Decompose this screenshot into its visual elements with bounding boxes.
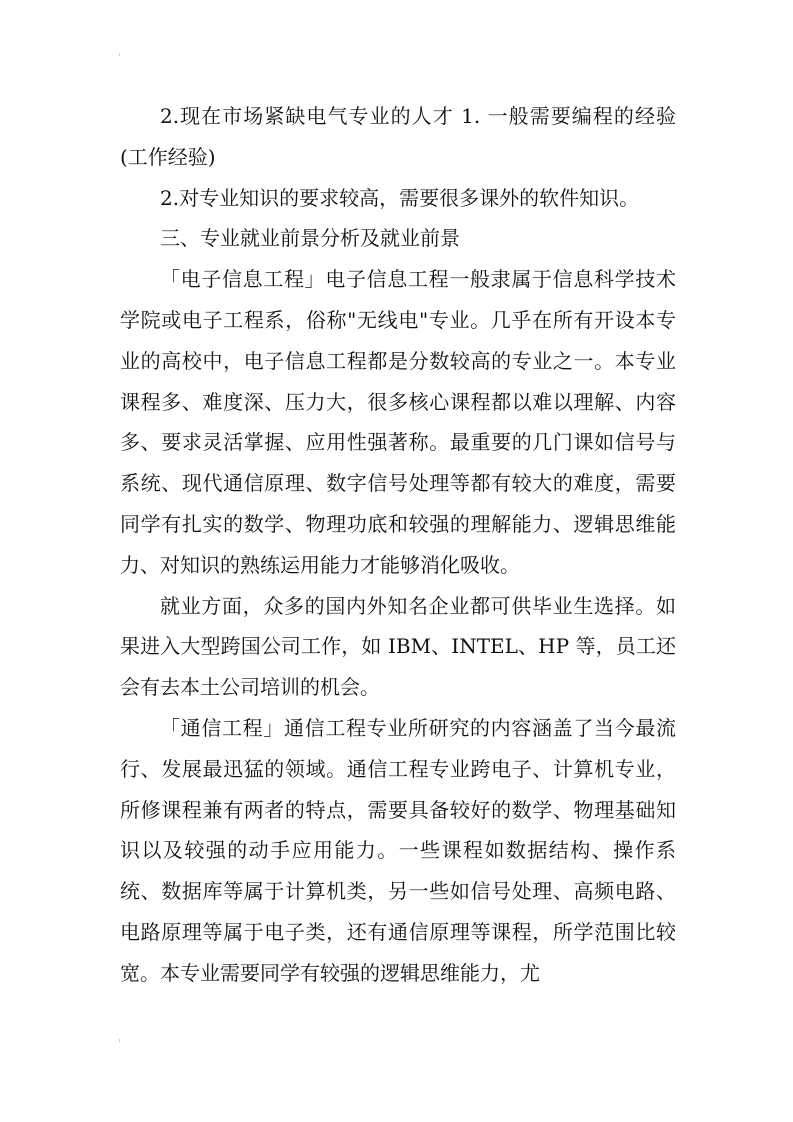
document-body — [120, 96, 676, 994]
paragraph-employment: 就业方面，众多的国内外知名企业都可供毕业生选择。如果进入大型跨国公司工作，如 IBM、INTEL、HP 等，员工还会有去本土公司培训的机会。 — [120, 593, 676, 700]
paragraph-1: 2.现在市场紧缺电气专业的人才 1. 一般需要编程的经验(工作经验) — [120, 104, 676, 169]
paragraph-electronic-info-engineering: 「电子信息工程」电子信息工程一般隶属于信息科学技术学院或电子工程系，俗称"无线电"专业。几乎在所有开设本专业的高校中，电子信息工程都是分数较高的专业之一。本专业课程多、难度深、压力大，很多核心课程都以难以理解、内容多、要求灵活掌握、应用性强著称。最重要的几门课如信号与系统、现代通信原理、数字信号处理等都有较大的难度，需要同学有扎实的数学、物理功底和较强的理解能力、逻辑思维能力、对知识的熟练运用能力才能够消化吸收。 — [120, 267, 676, 577]
page-corner-mark-top: ' — [118, 51, 122, 64]
paragraph-2: 2.对专业知识的要求较高，需要很多课外的软件知识。 — [160, 185, 640, 210]
page-corner-mark-bottom: ' — [118, 1037, 122, 1050]
paragraph-communication-engineering: 「通信工程」通信工程专业所研究的内容涵盖了当今最流行、发展最迅猛的领域。通信工程专业跨电子、计算机专业，所修课程兼有两者的特点，需要具备较好的数学、物理基础知识以及较强的动手应用能力。一些课程如数据结构、操作系统、数据库等属于计算机类，另一些如信号处理、高频电路、电路原理等属于电子类，还有通信原理等课程，所学范围比较宽。本专业需要同学有较强的逻辑思维能力，尤 — [120, 715, 676, 985]
section-heading: 三、专业就业前景分析及就业前景 — [160, 226, 460, 251]
